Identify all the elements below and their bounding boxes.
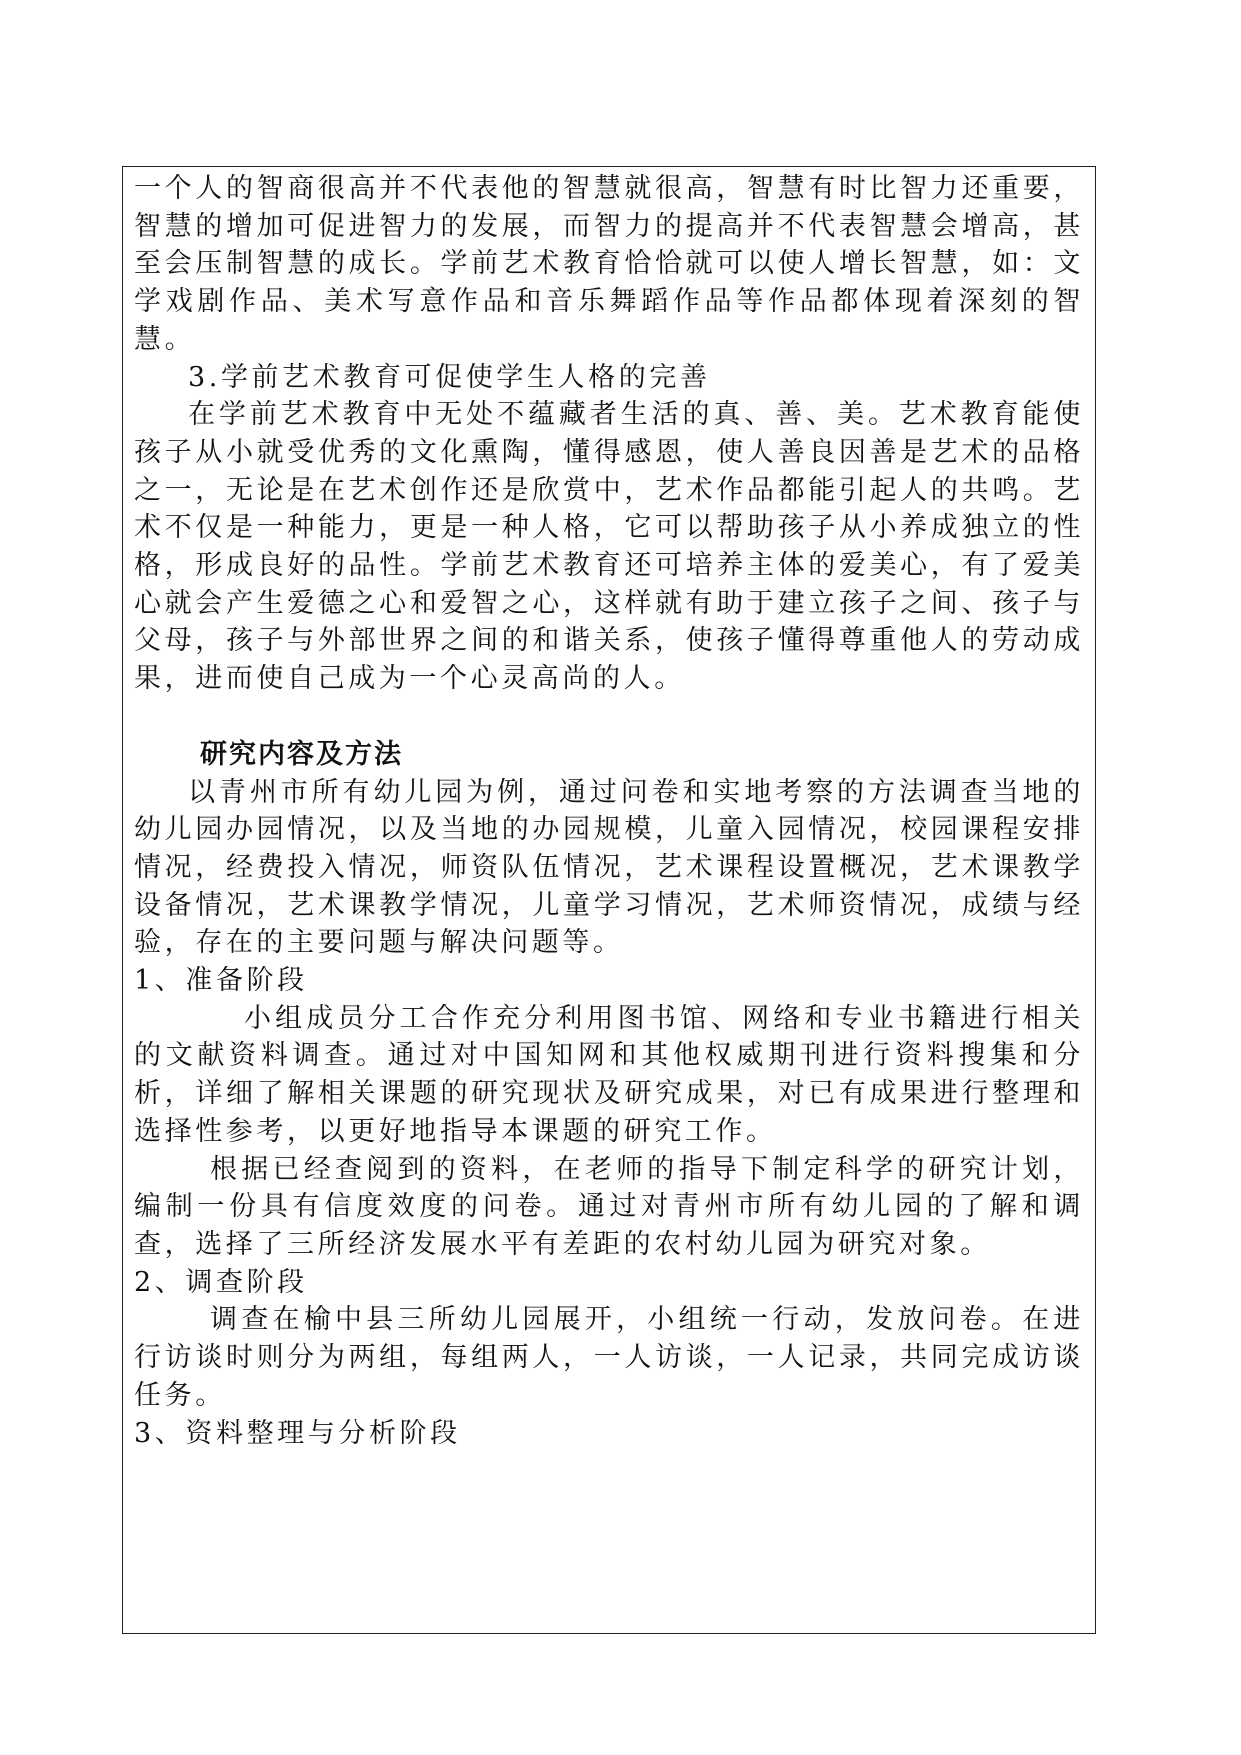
paragraph-personality: 在学前艺术教育中无处不蕴藏者生活的真、善、美。艺术教育能使孩子从小就受优秀的文化熏陶，懂得感恩，使人善良因善是艺术的品格之一，无论是在艺术创作还是欣赏中，艺术作品都能引起人的共鸣。艺术不仅是一种能力，更是一种人格，它可以帮助孩子从小养成独立的性格，形成良好的品性。学前艺术教育还可培养主体的爱美心，有了爱美心就会产生爱德之心和爱智之心，这样就有助于建立孩子之间、孩子与父母，孩子与外部世界之间的和谐关系，使孩子懂得尊重他人的劳动成果，进而使自己成为一个心灵高尚的人。 bbox=[134, 399, 1084, 695]
paragraph-preparation: 小组成员分工合作充分利用图书馆、网络和专业书籍进行相关的文献资料调查。通过对中国知网和其他权威期刊进行资料搜集和分析，详细了解相关课题的研究现状及研究成果，对已有成果进行整理和选择性参考，以更好地指导本课题的研究工作。 bbox=[134, 1002, 1084, 1147]
paragraph-wisdom: 一个人的智商很高并不代表他的智慧就很高，智慧有时比智力还重要，智慧的增加可促进智力的发展，而智力的提高并不代表智慧会增高，甚至会压制智慧的成长。学前艺术教育恰恰就可以使人增长智慧，如：文学戏剧作品、美术写意作品和音乐舞蹈作品等作品都体现着深刻的智慧。 bbox=[134, 173, 1084, 355]
paragraph-research-scope: 以青州市所有幼儿园为例，通过问卷和实地考察的方法调查当地的幼儿园办园情况，以及当地的办园规模，儿童入园情况，校园课程安排情况，经费投入情况，师资队伍情况，艺术课程设置概况，艺术课教学设备情况，艺术课教学情况，儿童学习情况，艺术师资情况，成绩与经验，存在的主要问题与解决问题等。 bbox=[134, 776, 1084, 959]
stage-heading-survey: 2、调查阶段 bbox=[134, 1266, 308, 1298]
stage-heading-analysis: 3、资料整理与分析阶段 bbox=[134, 1417, 461, 1449]
subheading-personality: 3.学前艺术教育可促使学生人格的完善 bbox=[188, 361, 711, 393]
section-heading-research: 研究内容及方法 bbox=[200, 738, 403, 770]
document-body bbox=[134, 170, 1084, 1452]
stage-heading-preparation: 1、准备阶段 bbox=[134, 965, 308, 997]
paragraph-plan: 根据已经查阅到的资料，在老师的指导下制定科学的研究计划，编制一份具有信度效度的问卷。通过对青州市所有幼儿园的了解和调查，选择了三所经济发展水平有差距的农村幼儿园为研究对象。 bbox=[134, 1153, 1084, 1260]
paragraph-survey: 调查在榆中县三所幼儿园展开，小组统一行动，发放问卷。在进行访谈时则分为两组，每组两人，一人访谈，一人记录，共同完成访谈任务。 bbox=[134, 1304, 1084, 1411]
